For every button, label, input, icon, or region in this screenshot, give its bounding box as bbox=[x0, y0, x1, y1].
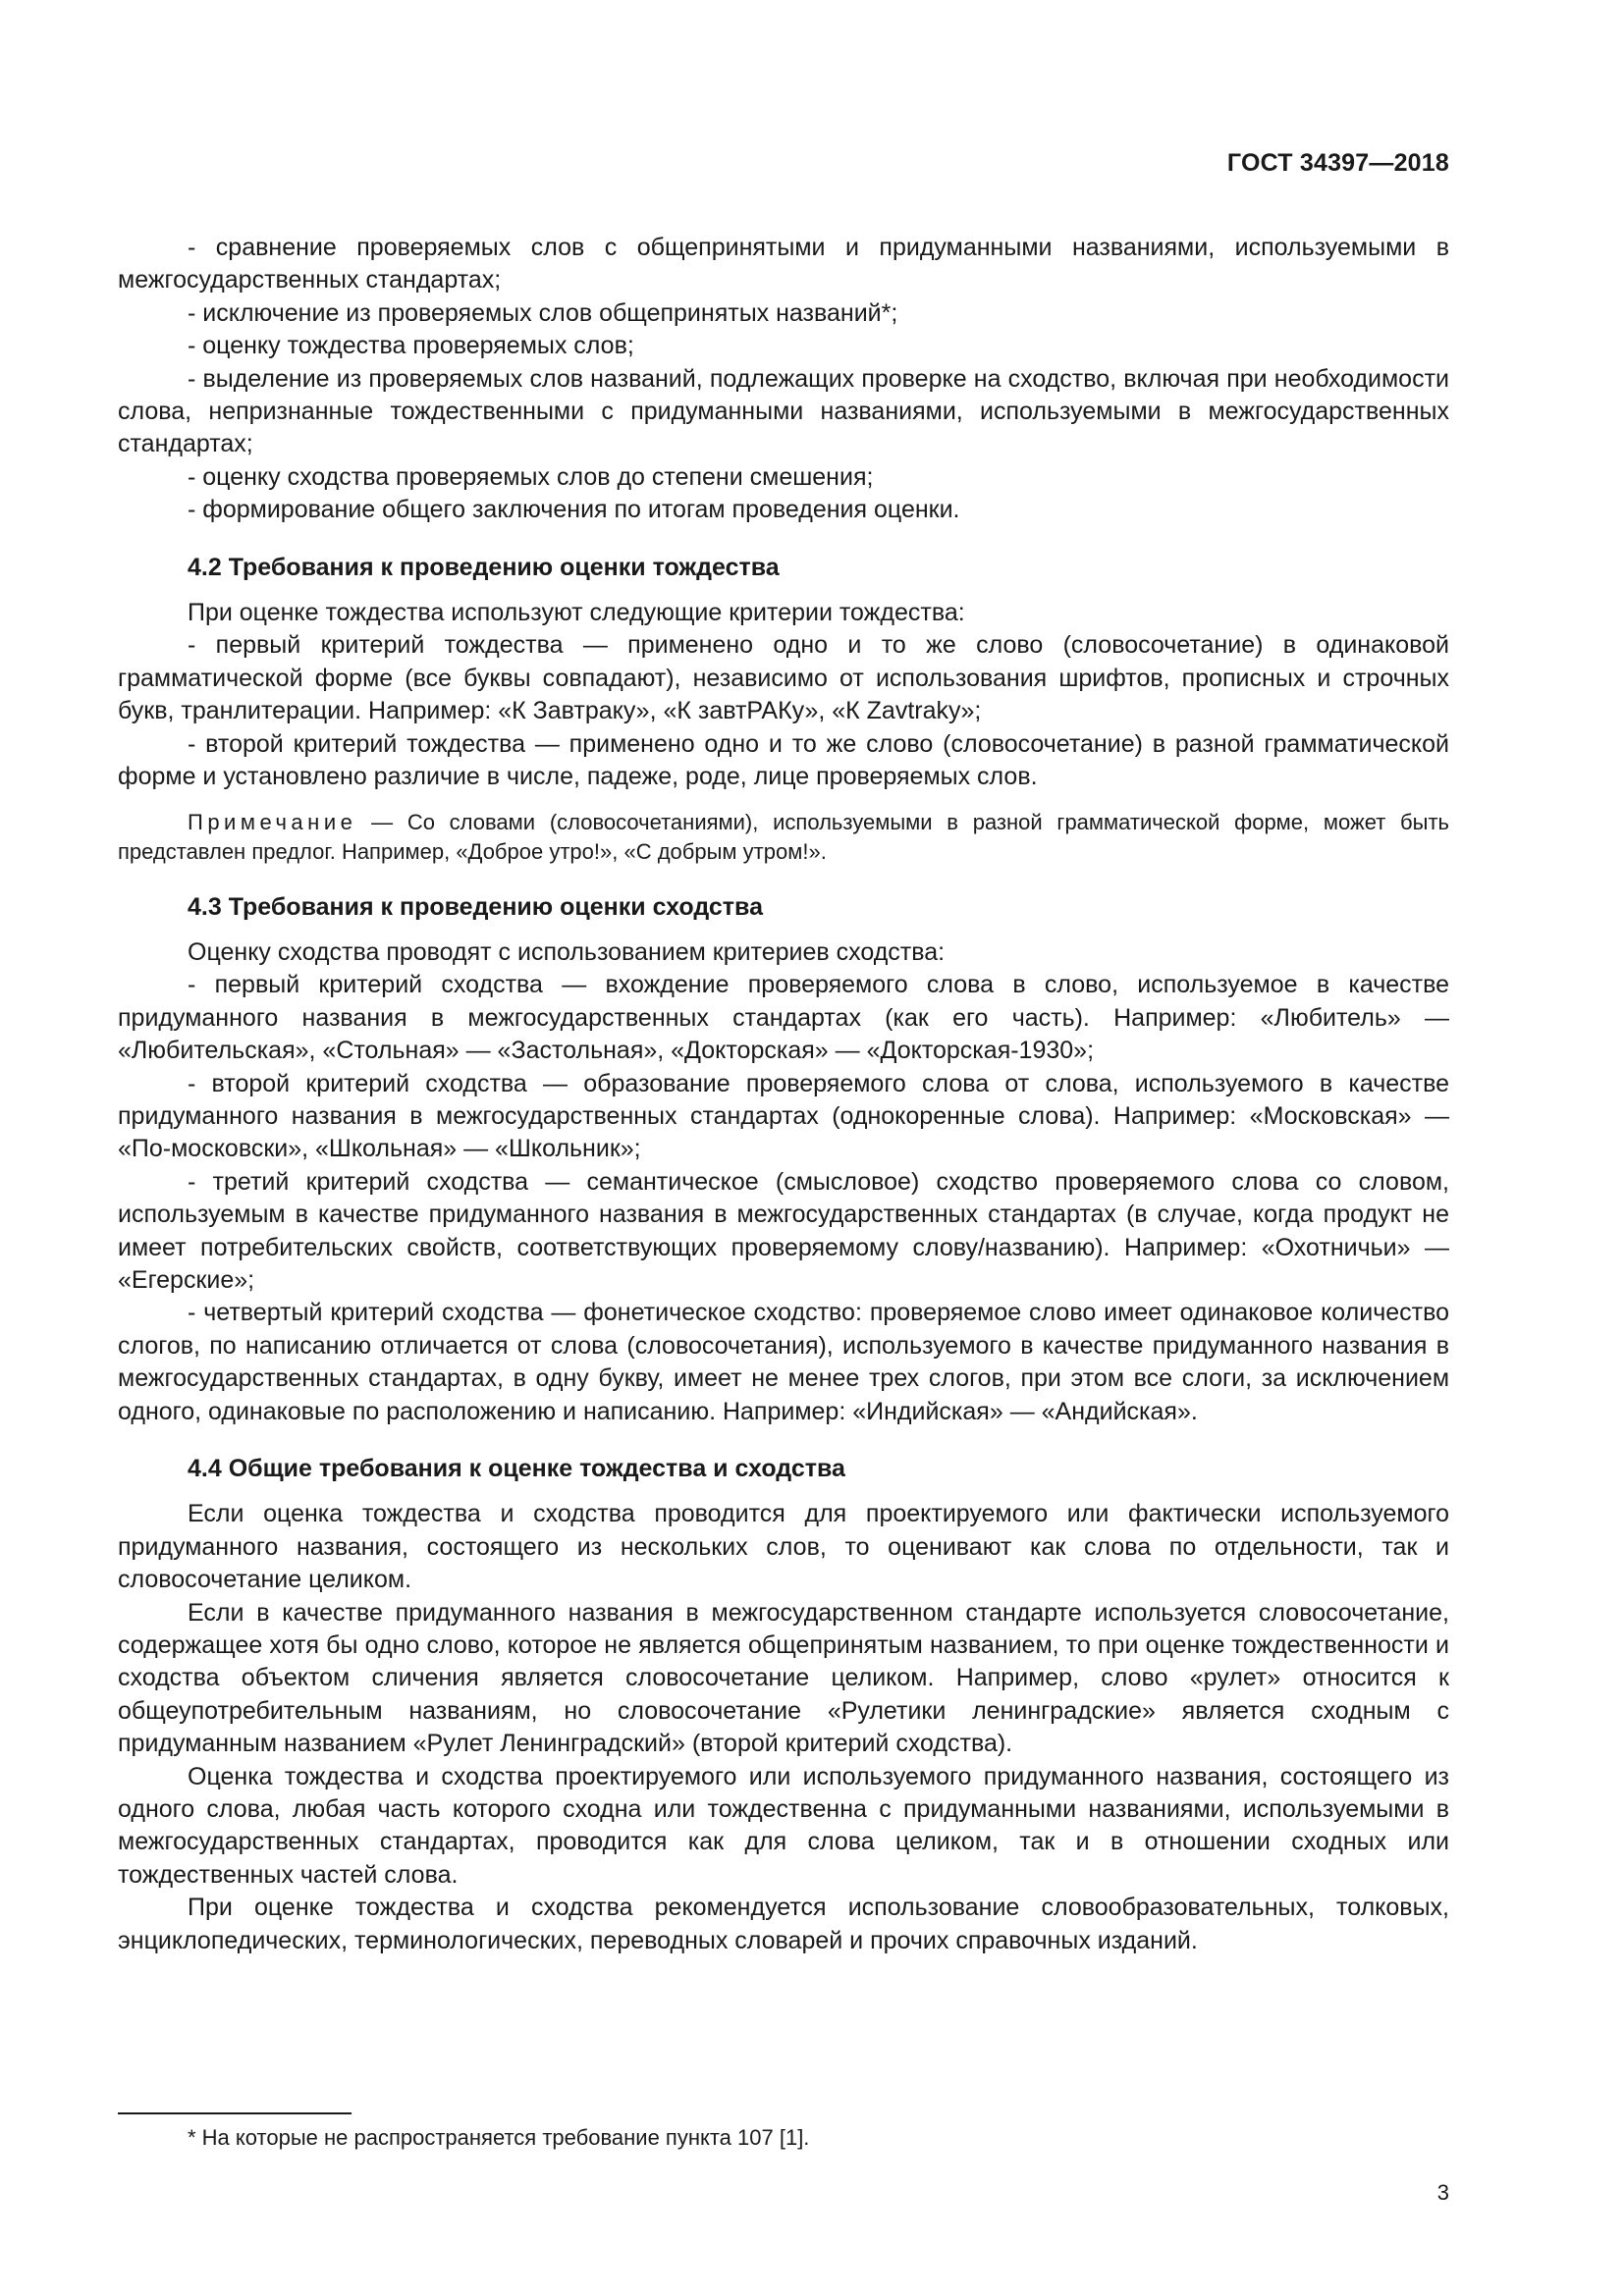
note bbox=[118, 808, 1449, 867]
list-item: - оценку сходства проверяемых слов до степени смешения; bbox=[188, 462, 874, 491]
paragraph: Если в качестве придуманного названия в межгосударственном стандарте используется словосочетание, содержащее хотя бы одно слово, которое не является общепринятым названием, то при оценке тождественности и сходства объектом сличения является словосочетание целиком. Например, слово «рулет» относится к общеупотребительным названиям, но словосочетание «Рулетики ленинградские» является сходным с придуманным названием «Рулет Ленинградский» (второй критерий сходства). bbox=[118, 1598, 1449, 1758]
paragraph: - второй критерий сходства — образование проверяемого слова от слова, используемого в качестве придуманного названия в межгосударственных стандартах (однокоренные слова). Например: «Московская» — «По-московски», «Школьная» — «Школьник»; bbox=[118, 1069, 1449, 1163]
paragraph: Если оценка тождества и сходства проводится для проектируемого или фактически используемого придуманного названия, состоящего из нескольких слов, то оценивают как слова по отдельности, так и словосочетание целиком. bbox=[118, 1500, 1449, 1594]
footnote: * На которые не распространяется требование пункта 107 [1]. bbox=[188, 2125, 810, 2150]
footnote-divider bbox=[118, 2112, 352, 2114]
section-heading-4-2: 4.2 Требования к проведению оценки тождества bbox=[188, 553, 780, 581]
note-text: — Со словами (словосочетаниями), используемыми в разной грамматической форме, может быть представлен предлог. Например, «Доброе утро!», «С добрым утром!». bbox=[118, 809, 1449, 864]
note-label: Примечание bbox=[188, 809, 357, 834]
paragraph: При оценке тождества используют следующие критерии тождества: bbox=[188, 599, 965, 627]
paragraph: Оценка тождества и сходства проектируемого или используемого придуманного названия, состоящего из одного слова, любая часть которого сходна или тождественна с придуманными названиями, используемыми в межгосударственных стандартах, проводится как для слова целиком, так и в отношении сходных или тождественных частей слова. bbox=[118, 1762, 1449, 1889]
paragraph: - второй критерий тождества — применено одно и то же слово (словосочетание) в разной грамматической форме и установлено различие в числе, падеже, роде, лице проверяемых слов. bbox=[118, 729, 1449, 791]
list-item: - оценку тождества проверяемых слов; bbox=[188, 332, 634, 360]
list-item: - выделение из проверяемых слов названий, подлежащих проверке на сходство, включая при необходимости слова, непризнанные тождественными с придуманными названиями, используемыми в межгосударственных стандартах; bbox=[118, 364, 1449, 458]
list-item: - сравнение проверяемых слов с общепринятыми и придуманными названиями, используемыми в межгосударственных стандартах; bbox=[118, 234, 1449, 294]
document-code: ГОСТ 34397—2018 bbox=[1226, 149, 1449, 177]
paragraph: - третий критерий сходства — семантическое (смысловое) сходство проверяемого слова со словом, используемым в качестве придуманного названия в межгосударственных стандартах (в случае, когда продукт не имеет потребительских свойств, соответствующих проверяемому слову/названию). Например: «Охотничьи» — «Егерские»; bbox=[118, 1167, 1449, 1294]
section-heading-4-4: 4.4 Общие требования к оценке тождества и сходства bbox=[188, 1455, 845, 1482]
paragraph: При оценке тождества и сходства рекомендуется использование словообразовательных, толковых, энциклопедических, терминологических, переводных словарей и прочих справочных изданий. bbox=[118, 1894, 1449, 1954]
paragraph: - первый критерий сходства — вхождение проверяемого слова в слово, используемое в качестве придуманного названия в межгосударственных стандартах (как его часть). Например: «Любитель» — «Любительская», «Стольная» — «Застольная», «Докторская» — «Докторская-1930»; bbox=[118, 971, 1449, 1065]
list-item: - формирование общего заключения по итогам проведения оценки. bbox=[188, 496, 960, 524]
section-heading-4-3: 4.3 Требования к проведению оценки сходства bbox=[188, 892, 763, 921]
document-body bbox=[118, 232, 1449, 1957]
paragraph: - четвертый критерий сходства — фонетическое сходство: проверяемое слово имеет одинаковое количество слогов, по написанию отличается от слова (словосочетания), используемого в качестве придуманного названия в межгосударственных стандартах, в одну букву, имеет не менее трех слогов, при этом все слоги, за исключением одного, одинаковые по расположению и написанию. Например: «Индийская» — «Андийская». bbox=[118, 1299, 1449, 1425]
paragraph: Оценку сходства проводят с использованием критериев сходства: bbox=[188, 937, 946, 966]
page-number: 3 bbox=[1436, 2180, 1449, 2205]
list-item: - исключение из проверяемых слов общепринятых названий*; bbox=[188, 298, 898, 327]
paragraph: - первый критерий тождества — применено одно и то же слово (словосочетание) в одинаковой грамматической форме (все буквы совпадают), независимо от использования шрифтов, прописных и строчных букв, транлитерации. Например: «К Завтраку», «К завтРАКу», «К Zavtraky»; bbox=[118, 631, 1449, 725]
